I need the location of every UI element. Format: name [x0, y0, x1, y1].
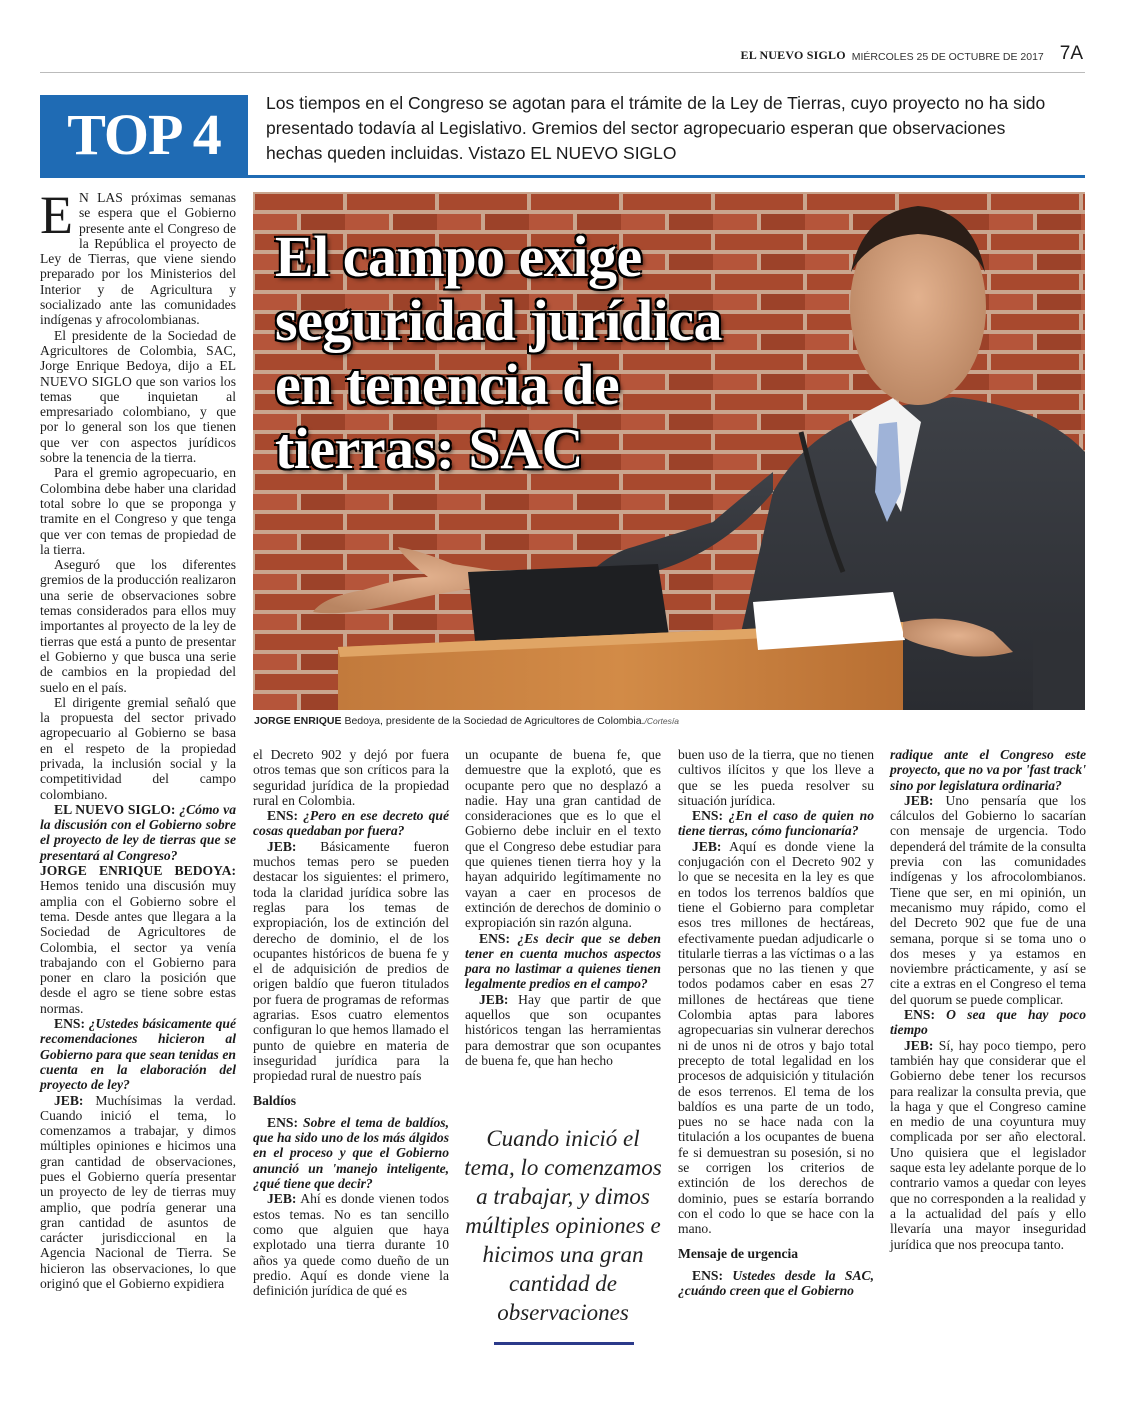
- article-column-4: [678, 747, 874, 1298]
- subhead-baldios: Baldíos: [253, 1092, 297, 1108]
- interview-question: ENS: ¿Pero en ese decreto qué cosas quedaban por fuera?: [253, 808, 449, 839]
- subhead-mensaje-urgencia: Mensaje de urgencia: [678, 1245, 799, 1261]
- caption-name: JORGE ENRIQUE: [254, 715, 342, 727]
- interview-answer: JEB: Sí, hay poco tiempo, pero también hay que considerar que el Gobierno debe tener los recursos para realizar la consulta previa, que la haga y que el Congreso camine en medio de una coyuntura muy complicada por ser año electoral. Uno quisiera que el legislador saque esta ley adelante porque de lo contrario vamos a quedar con leyes que no corresponden a la realidad y a la actualidad del país y ello llevaría una mayor inseguridad jurídica que nos preocupa tanto.: [890, 1037, 1086, 1252]
- interview-answer: JEB: Básicamente fueron muchos temas pero se pueden destacar los siguientes: el primero, toda la claridad jurídica sobre las reglas para los temas de expropiación, los de extinción del derecho de dominio, el de los ocupantes históricos de buena fe y el de adquisición de predios de origen baldío que fueron titulados por fuera de programas de reformas agrarias. Esos cuatro elementos configuran lo que hemos llamado el punto de quiebre en materia de inseguridad jurídica para la propiedad rural de nuestro país: [253, 838, 449, 1084]
- interview-answer: JEB: Aquí es donde viene la conjugación con el Decreto 902 y lo que se necesita en la ley es que en todos los terrenos baldíos que tiene el Gobierno para completar esos tres millones de hectáreas, efectivamente puedan adjudicarle o titularle tierras a las víctimas o a las personas que no las tienen y que todos podamos caber en esas 27 millones de hectáreas que tiene Colombia aptas para labores agropecuarias sin vulnerar derechos ni de unos ni de otros y bajo total precepto de total legalidad en los procesos de adquisición y titulación de esos terrenos. El tema de los baldíos es una parte de un todo, pues no se hace nada con la titulación a los ocupantes de buena fe si demuestran su posesión, si no se corrigen los criterios de extinción de los derechos de dominio, pues se estaría borrando con el codo lo que se hace con la mano.: [678, 838, 874, 1237]
- article-column-1: [40, 185, 236, 1292]
- issue-date: MIÉRCOLES 25 DE OCTUBRE DE 2017: [851, 51, 1044, 63]
- pull-quote: Cuando inició el tema, lo comenzamos a trabajar, y dimos múltiples opiniones e hicimos una gran cantidad de observaciones: [464, 1126, 662, 1325]
- interview-answer: JORGE ENRIQUE BEDOYA: Hemos tenido una discusión muy amplia con el Gobierno sobre el tema. Desde antes que llegara a la Sociedad de Agricultores de Colombia, el sector ya venía trabajando con el Gobierno para poner en claro la posición que desde el agro se tiene sobre estas normas.: [40, 863, 236, 1016]
- section-tag: [40, 95, 248, 175]
- paragraph: El presidente de la Sociedad de Agricultores de Colombia, SAC, Jorge Enrique Bedoya, dijo a EL NUEVO SIGLO que son varios los temas que inquietan al empresariado colombiano, y que por lo general son los que tienen que ver con aspectos jurídicos sobre la tenencia de la tierra.: [40, 327, 236, 466]
- paragraph: Aseguró que los diferentes gremios de la producción realizaron una serie de observaciones sobre temas considerados para ellos muy importantes al proyecto de la ley de tierras que está a punto de presentar el Gobierno y que busca una serie de cambios en la propiedad del suelo en el país.: [40, 557, 236, 695]
- lead-paragraph: E N LAS próximas semanas se espera que el Gobierno presente ante el Congreso de la República el proyecto de Ley de Tierras, que viene siendo preparado por los Ministerios del Interior y de Agricultura y socializado ante las comunidades indígenas y afrocolombianas.: [40, 185, 236, 328]
- interview-question: ENS: ¿Ustedes básicamente qué recomendaciones hicieron al Gobierno para que sean tenidas en cuenta en la elaboración del proyecto de ley?: [40, 1016, 236, 1093]
- article-column-2: [253, 747, 449, 1298]
- interview-question: ENS: ¿Es decir que se deben tener en cuenta muchos aspectos para no lastimar a quienes tienen legalmente predios en el campo?: [465, 930, 661, 992]
- article-deck: Los tiempos en el Congreso se agotan para el trámite de la Ley de Tierras, cuyo proyecto no ha sido presentado todavía al Legislativo. Gremios del sector agropecuario esperan que observaciones hechas queden incluidas. Vistazo EL NUEVO SIGLO: [266, 93, 1046, 163]
- interview-question: radique ante el Congreso este proyecto, que no va por 'fast track' sino por legislatura ordinaria?: [890, 747, 1086, 793]
- paragraph: el Decreto 902 y dejó por fuera otros temas que son críticos para la seguridad jurídica de la propiedad rural en Colombia.: [253, 747, 449, 808]
- section-divider: [40, 175, 1085, 178]
- caption-text: Bedoya, presidente de la Sociedad de Agricultores de Colombia.: [341, 715, 645, 727]
- interview-answer: JEB: Muchísimas la verdad. Cuando inició el tema, lo comenzamos a trabajar, y dimos múltiples opiniones e hicimos una gran cantidad de observaciones, pues el Gobierno quería presentar un proyecto de ley de tierras muy amplio, que podría generar una gran cantidad de asuntos de carácter jurisdiccional en la Agencia Nacional de Tierra. Se hicieron las observaciones, lo que originó que el Gobierno expidiera: [40, 1092, 236, 1292]
- paragraph: El dirigente gremial señaló que la propuesta del sector privado agropecuario al Gobierno se basa en el respeto de la propiedad privada, la inclusión social y la competitividad del campo colombiano.: [40, 694, 236, 802]
- header-divider: [40, 72, 1085, 73]
- page-number: 7A: [1059, 43, 1083, 64]
- interview-answer: JEB: Hay que partir de que aquellos que son ocupantes históricos tengan las herramientas para demostrar que son ocupantes de buena fe, que han hecho: [465, 991, 661, 1068]
- paragraph: un ocupante de buena fe, que demuestre que la explotó, que es ocupante pero que no desplazó a nadie. Hay una gran cantidad de consideraciones que es lo que el Gobierno debe incluir en el texto que el Congreso debe estudiar para que quienes tienen tierra hoy y la hayan adquirido legítimamente no vayan a caer en procesos de extinción de derechos de dominio o expropiación sin razón alguna.: [465, 747, 661, 931]
- interview-question: ENS: O sea que hay poco tiempo: [890, 1007, 1086, 1038]
- interview-question: ENS: Ustedes desde la SAC, ¿cuándo creen que el Gobierno: [678, 1267, 874, 1299]
- interview-question: ENS: Sobre el tema de baldíos, que ha sido uno de los más álgidos en el proceso y que el Gobierno anunció un 'manejo inteligente, ¿qué tiene que decir?: [253, 1114, 449, 1192]
- interview-answer: JEB: Ahí es donde vienen todos estos temas. No es tan sencillo como que alguien que haya explotado una tierra durante 10 años ya quede como dueño de un predio. Aquí es donde viene la definición jurídica de qué es: [253, 1191, 449, 1299]
- paragraph: Para el gremio agropecuario, en Colombina debe haber una claridad total sobre lo que se proponga y tramite en el Congreso y que tenga que ver con temas de propiedad de la tierra.: [40, 465, 236, 557]
- photo-caption: [254, 715, 679, 727]
- interview-answer: JEB: Uno pensaría que los cálculos del Gobierno lo sacarían con mensaje de urgencia. Todo dependerá del trámite de la consulta previa con las comunidades indígenas y los afrocolombianos. Tiene que ser, en mi opinión, un mecanismo muy rápido, como el del Decreto 902 que fue de una semana, porque si se toma uno o dos meses y ya estamos en noviembre prácticamente, y así se cite a extras en el Congreso el tema del quorum se puede complicar.: [890, 792, 1086, 1007]
- page-header: [741, 44, 1084, 63]
- pull-quote-rule: [494, 1342, 634, 1345]
- article-column-3: [465, 747, 661, 1068]
- newspaper-name: EL NUEVO SIGLO: [740, 48, 846, 62]
- headline: El campo exige seguridad jurídica en tenencia de tierras: SAC: [275, 224, 722, 481]
- paragraph: buen uso de la tierra, que no tienen cultivos ilícitos y que los lleve a que se les pueda resolver su situación jurídica.: [678, 747, 874, 808]
- photo-credit: /Cortesía: [644, 716, 679, 726]
- drop-cap: E: [40, 185, 73, 245]
- article-column-5: [890, 747, 1086, 1252]
- interview-question: ENS: ¿En el caso de quien no tiene tierras, cómo funcionaría?: [678, 808, 874, 839]
- interview-question: EL NUEVO SIGLO: ¿Cómo va la discusión con el Gobierno sobre el proyecto de ley de tierras que se presentará al Congreso?: [40, 801, 236, 863]
- section-tag-label: TOP 4: [67, 102, 221, 167]
